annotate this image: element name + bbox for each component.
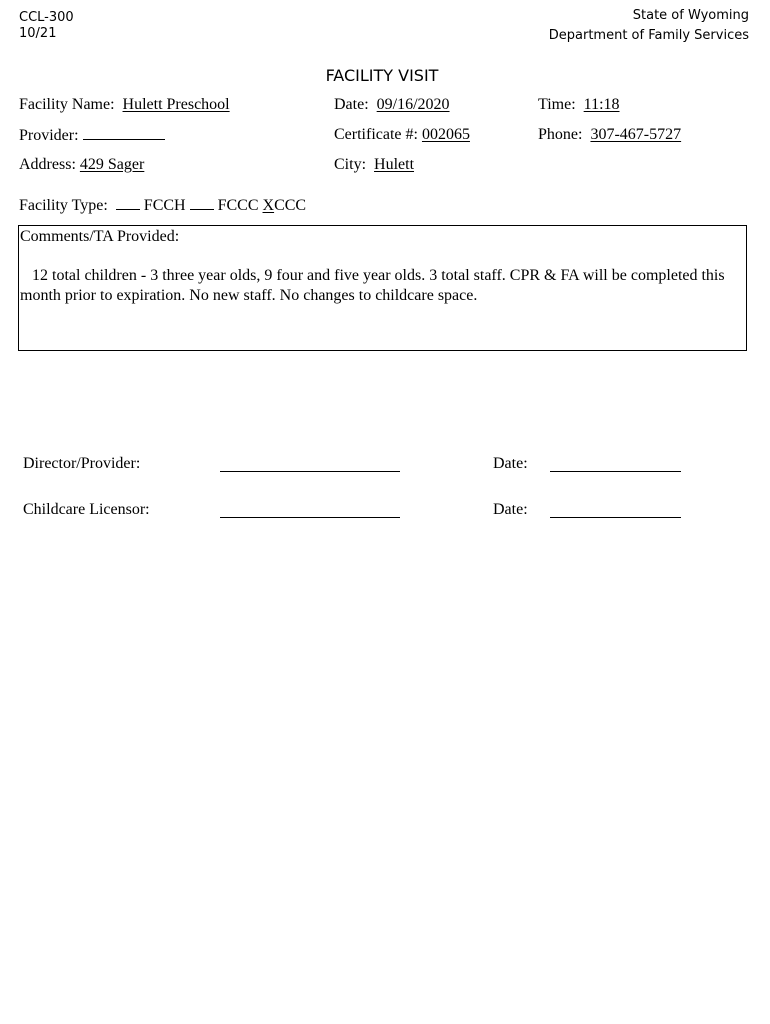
director-date-line xyxy=(550,471,681,472)
provider-label: Provider: xyxy=(19,127,79,144)
director-signature-line xyxy=(220,471,400,472)
provider-field xyxy=(19,126,165,145)
facility-name-value: Hulett Preschool xyxy=(122,96,230,113)
visit-date-value: 09/16/2020 xyxy=(376,96,450,113)
comments-box xyxy=(18,225,747,351)
page-title: FACILITY VISIT xyxy=(325,66,439,85)
certificate-value: 002065 xyxy=(421,126,470,143)
facility-type-label: Facility Type: xyxy=(19,197,108,214)
certificate-label: Certificate #: xyxy=(334,126,418,143)
ccc-checkbox-mark: X xyxy=(262,197,275,214)
form-code-block xyxy=(19,10,74,42)
facility-type-option-ccc: CCC xyxy=(274,197,307,214)
facility-type-option-fcch: FCCH xyxy=(143,197,186,214)
visit-date-field xyxy=(334,96,450,114)
certificate-field xyxy=(334,126,470,144)
form-revision-date: 10/21 xyxy=(19,26,57,41)
licensor-signature-line xyxy=(220,517,400,518)
visit-date-label: Date: xyxy=(334,96,369,113)
phone-label: Phone: xyxy=(538,126,583,143)
fccc-checkbox xyxy=(190,196,214,210)
agency-block xyxy=(549,6,749,46)
visit-time-label: Time: xyxy=(538,96,576,113)
form-code: CCL-300 xyxy=(19,10,74,25)
comments-label: Comments/TA Provided: xyxy=(20,228,180,245)
visit-time-value: 11:18 xyxy=(583,96,620,113)
city-value: Hulett xyxy=(374,156,415,173)
licensor-date-label: Date: xyxy=(493,501,528,518)
phone-field xyxy=(538,126,681,144)
address-label: Address: xyxy=(19,156,76,173)
director-signature-label: Director/Provider: xyxy=(23,455,141,472)
director-date-label: Date: xyxy=(493,455,528,472)
visit-time-field xyxy=(538,96,620,114)
provider-value xyxy=(83,126,165,140)
licensor-signature-label: Childcare Licensor: xyxy=(23,501,150,518)
city-label: City: xyxy=(334,156,367,173)
facility-name-label: Facility Name: xyxy=(19,96,115,113)
comments-text: 12 total children - 3 three year olds, 9 four and five year olds. 3 total staff. CPR & FA will be completed this month prior to expiration. No new staff. No changes to childcare space. xyxy=(20,267,725,304)
address-field xyxy=(19,156,144,174)
licensor-date-line xyxy=(550,517,681,518)
fcch-checkbox xyxy=(116,196,140,210)
phone-value: 307-467-5727 xyxy=(590,126,682,143)
department-name: Department of Family Services xyxy=(548,28,749,43)
facility-name-field xyxy=(19,96,230,114)
address-value: 429 Sager xyxy=(79,156,145,173)
city-field xyxy=(334,156,414,174)
facility-type-field xyxy=(19,196,306,215)
state-name: State of Wyoming xyxy=(632,8,749,23)
facility-type-option-fccc: FCCC xyxy=(217,197,259,214)
